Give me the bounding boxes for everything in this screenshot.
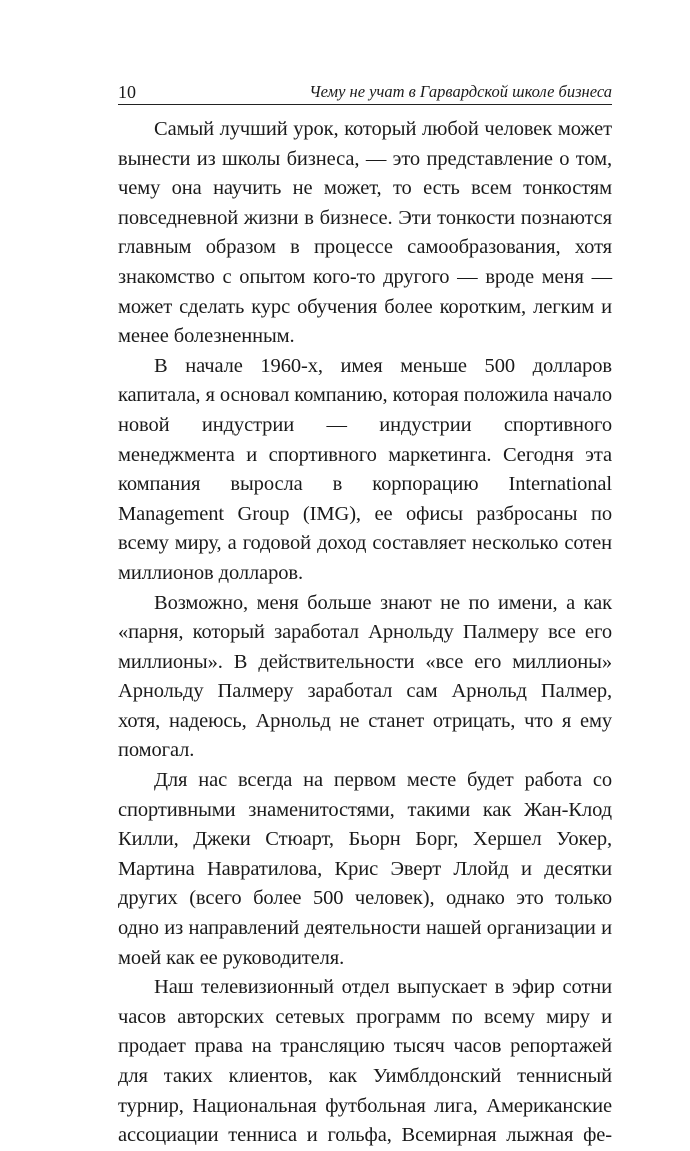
running-title: Чему не учат в Гарвардской школе бизнеса (309, 82, 612, 101)
running-head (118, 78, 612, 105)
paragraph-1: Самый лучший урок, который любой человек может вынести из школы бизнеса, — это представление о том, чему она научить не может, то есть всем тонкостям повседневной жизни в бизнесе. Эти тонкости познаются главным образом в процессе самообразования, хотя знакомство с опытом кого-то другого — вроде меня — может сделать курс обучения более коротким, легким и менее болезненным. (118, 118, 612, 348)
paragraph-5: Наш телевизионный отдел выпускает в эфир сотни часов авторских сетевых программ по всему миру и продает права на трансляцию тысяч часов репортажей для таких клиентов, как Уимблдонский теннисный турнир, Национальная футбольная лига, Американские ассоциации тенниса и гольфа, Всемирная лыжная фе- (118, 976, 612, 1147)
paragraph-3: Возможно, меня больше знают не по имени, а как «парня, который заработал Арнольду Палмеру все его миллионы». В действительности «все его миллионы» Арнольду Палмеру заработал сам Арнольд Палмер, хотя, надеюсь, Арнольд не станет отрицать, что я ему помогал. (118, 591, 612, 762)
book-page (118, 78, 612, 1151)
paragraph-4: Для нас всегда на первом месте будет работа со спортивными знаменитостями, такими как Жан-Клод Килли, Джеки Стюарт, Бьорн Борг, Хершел Уокер, Мартина Навратилова, Крис Эверт Ллойд и десятки других (всего более 500 человек), однако это только одно из направлений деятельности нашей организации и моей как ее руководителя. (118, 769, 612, 969)
body-text (118, 115, 612, 1151)
paragraph-2: В начале 1960-х, имея меньше 500 долларов капитала, я основал компанию, которая положила начало новой индустрии — индустрии спортивного менеджмента и спортивного маркетинга. Сегодня эта компания выросла в корпорацию International Management Group (IMG), ее офисы разбросаны по всему миру, а годовой доход составляет несколько сотен миллионов долларов. (118, 354, 612, 584)
page-number: 10 (118, 82, 136, 102)
